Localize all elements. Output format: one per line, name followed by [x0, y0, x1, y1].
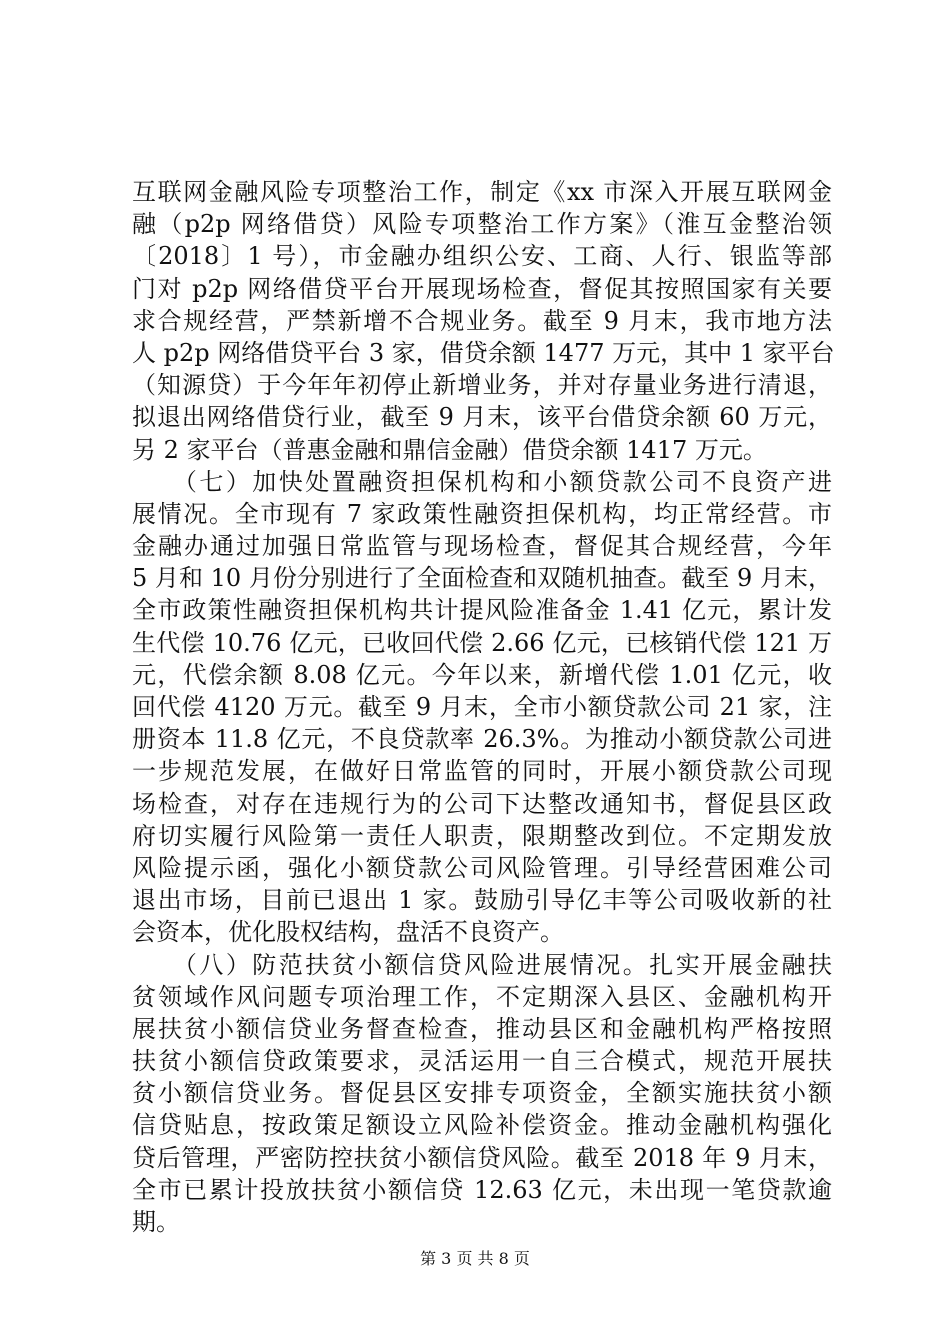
text-line: 信贷贴息，按政策足额设立风险补偿资金。推动金融机构强化	[132, 1111, 832, 1140]
paragraph	[132, 466, 832, 949]
text-line: 贫小额信贷业务。督促县区安排专项资金，全额实施扶贫小额	[132, 1079, 832, 1108]
text-line: 拟退出网络借贷行业，截至 9 月末，该平台借贷余额 60 万元，	[132, 403, 832, 432]
text-line: 生代偿 10.76 亿元，已收回代偿 2.66 亿元，已核销代偿 121 万	[132, 628, 832, 657]
text-line: 另 2 家平台（普惠金融和鼎信金融）借贷余额 1417 万元。	[132, 435, 767, 464]
text-line: 退出市场，目前已退出 1 家。鼓励引导亿丰等公司吸收新的社	[132, 886, 832, 915]
text-line: 门对 p2p 网络借贷平台开展现场检查，督促其按照国家有关要	[132, 274, 832, 303]
text-line: （七）加快处置融资担保机构和小额贷款公司不良资产进	[132, 467, 832, 496]
text-line: 贫领域作风问题专项治理工作，不定期深入县区、金融机构开	[132, 982, 832, 1011]
page-footer: 第 3 页 共 8 页	[420, 1249, 530, 1268]
text-line: （八）防范扶贫小额信贷风险进展情况。扎实开展金融扶	[132, 950, 832, 979]
text-line: 贷后管理，严密防控扶贫小额信贷风险。截至 2018 年 9 月末，	[132, 1143, 832, 1172]
text-line: 会资本，优化股权结构，盘活不良资产。	[132, 918, 564, 947]
text-line: 求合规经营，严禁新增不合规业务。截至 9 月末，我市地方法	[132, 306, 832, 335]
text-line: 全市已累计投放扶贫小额信贷 12.63 亿元，未出现一笔贷款逾	[132, 1175, 832, 1204]
text-line: 府切实履行风险第一责任人职责，限期整改到位。不定期发放	[132, 821, 832, 850]
text-line: 期。	[132, 1208, 180, 1236]
text-line: 5 月和 10 月份分别进行了全面检查和双随机抽查。截至 9 月末，	[132, 564, 832, 593]
text-line: 展情况。全市现有 7 家政策性融资担保机构，均正常经营。市	[132, 499, 832, 528]
text-line: 互联网金融风险专项整治工作，制定《xx 市深入开展互联网金	[132, 178, 832, 206]
text-line: 风险提示函，强化小额贷款公司风险管理。引导经营困难公司	[132, 853, 832, 882]
text-line: 全市政策性融资担保机构共计提风险准备金 1.41 亿元，累计发	[132, 596, 832, 625]
text-line: 金融办通过加强日常监管与现场检查，督促其合规经营，今年	[132, 532, 832, 561]
text-line: 册资本 11.8 亿元，不良贷款率 26.3%。为推动小额贷款公司进	[132, 725, 832, 754]
text-line: 融（p2p 网络借贷）风险专项整治工作方案》（淮互金整治领	[132, 210, 832, 239]
text-line: 回代偿 4120 万元。截至 9 月末，全市小额贷款公司 21 家，注	[132, 693, 832, 721]
text-line: 人 p2p 网络借贷平台 3 家，借贷余额 1477 万元，其中 1 家平台	[132, 338, 835, 367]
text-line: 〔2018〕1 号），市金融办组织公安、工商、人行、银监等部	[132, 242, 832, 271]
text-line: （知源贷）于今年年初停止新增业务，并对存量业务进行清退，	[132, 371, 832, 400]
text-line: 场检查，对存在违规行为的公司下达整改通知书，督促县区政	[132, 789, 832, 818]
document-body	[132, 176, 835, 1238]
text-line: 展扶贫小额信贷业务督查检查，推动县区和金融机构严格按照	[132, 1014, 832, 1043]
paragraph	[132, 949, 832, 1239]
text-line: 扶贫小额信贷政策要求，灵活运用一自三合模式，规范开展扶	[132, 1047, 832, 1076]
paragraph	[132, 176, 835, 466]
text-line: 元，代偿余额 8.08 亿元。今年以来，新增代偿 1.01 亿元，收	[132, 660, 832, 689]
text-line: 一步规范发展，在做好日常监管的同时，开展小额贷款公司现	[132, 757, 832, 786]
